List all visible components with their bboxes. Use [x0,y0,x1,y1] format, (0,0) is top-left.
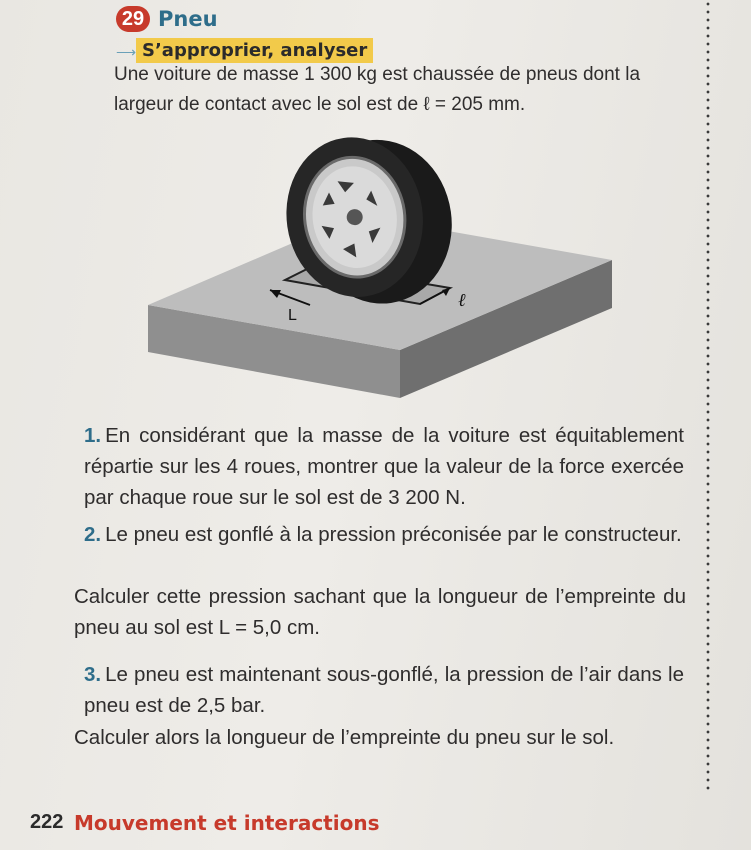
question-1 [84,420,684,513]
question-1-text: En considérant que la masse de la voiture est équitablement répartie sur les 4 roues, montrer que la valeur de la force exercée par chaque roue sur le sol est de 3 200 N. [84,424,684,509]
skill-label: S’approprier, analyser [136,38,373,63]
tire-illustration [120,130,620,400]
question-3 [84,659,684,721]
chapter-title: Mouvement et interactions [74,811,380,835]
question-3-text: Le pneu est maintenant sous-gonflé, la pression de l’air dans le pneu est de 2,5 bar. [84,663,684,717]
arrow-icon: ⟶ [116,44,137,60]
question-1-number: 1. [84,424,102,447]
dotted-margin-line [706,0,710,790]
page-number: 222 [30,811,64,833]
question-2-text2: Calculer cette pression sachant que la longueur de l’empreinte du pneu au sol est L = 5,0 cm. [74,585,686,639]
dimension-label-l: ℓ [458,290,466,310]
dimension-label-L: L [288,307,297,324]
question-2-text: Le pneu est gonflé à la pression préconisée par le constructeur. [105,523,682,546]
exercise-title: Pneu [158,7,218,31]
question-3-text2: Calculer alors la longueur de l’empreinte du pneu sur le sol. [74,726,615,749]
question-3-number: 3. [84,663,102,686]
exercise-number-badge: 29 [116,6,150,32]
question-2-number: 2. [84,523,102,546]
exercise-intro: Une voiture de masse 1 300 kg est chaussée de pneus dont la largeur de contact avec le sol est de ℓ = 205 mm. [114,64,641,115]
question-2 [84,519,684,550]
